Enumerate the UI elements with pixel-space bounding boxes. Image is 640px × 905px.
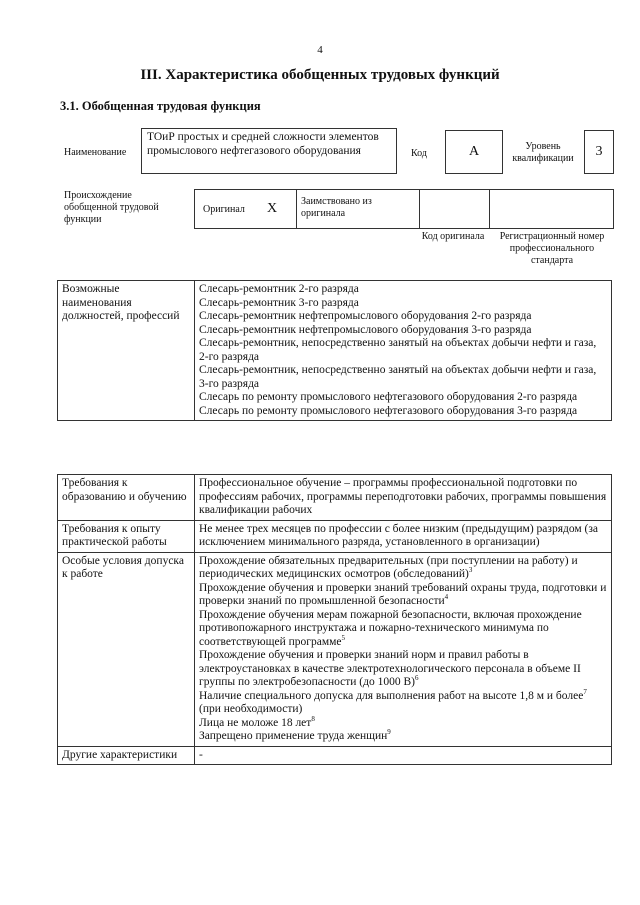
experience-label: Требования к опыту практической работы (58, 520, 195, 552)
footnote-ref: 3 (468, 566, 473, 575)
position-item: Слесарь-ремонтник нефтепромыслового оборудования 2-го разряда (199, 310, 532, 322)
footnote-ref: 7 (583, 687, 587, 696)
position-item: Слесарь-ремонтник, непосредственно занятый на объектах добычи нефти и газа, 3-го разряда (199, 364, 597, 390)
admission-list (195, 552, 612, 746)
positions-row (58, 281, 612, 421)
experience-row (58, 520, 612, 552)
positions-label: Возможные наименования должностей, профессий (58, 281, 195, 421)
position-item: Слесарь-ремонтник 2-го разряда (199, 283, 359, 295)
education-row (58, 475, 612, 521)
code-original-label: Код оригинала (421, 231, 485, 242)
other-label: Другие характеристики (58, 746, 195, 765)
requirements-table (57, 474, 612, 765)
level-value-box (584, 130, 614, 174)
reg-number-label: Регистрационный номер профессионального стандарта (499, 231, 605, 266)
name-value: ТОиР простых и средней сложности элементов промыслового нефтегазового оборудования (147, 131, 379, 157)
code-value: А (468, 144, 480, 159)
position-item: Слесарь по ремонту промыслового нефтегазового оборудования 3-го разряда (199, 404, 578, 417)
code-value-box (445, 130, 503, 174)
footnote-ref: 4 (444, 593, 449, 602)
admission-item: Запрещено применение труда женщин$^9$ (199, 728, 391, 742)
other-text: - (195, 746, 612, 765)
other-row (58, 746, 612, 765)
admission-label: Особые условия допуска к работе (58, 552, 195, 746)
footnote-ref: 6 (415, 674, 419, 683)
footnote-ref: 5 (341, 633, 345, 642)
admission-item: Прохождение обязательных предварительных (при поступлении на работу) и периодических медицинских осмотров (обследований)$^3$ (199, 554, 578, 580)
original-mark: Х (267, 201, 278, 216)
admission-row (58, 552, 612, 746)
admission-item: Наличие специального допуска для выполнения работ на высоте 1,8 м и более$^7$ (при необходимости) (199, 687, 587, 715)
level-value: 3 (595, 144, 603, 159)
name-label: Наименование (64, 147, 127, 158)
origin-label: Происхождение обобщенной трудовой функции (64, 190, 159, 225)
page-number: 4 (317, 44, 323, 56)
position-item: Слесарь-ремонтник нефтепромыслового оборудования 3-го разряда (199, 323, 532, 336)
admission-item: Прохождение обучения и проверки знаний требований охраны труда, подготовки и проверки знаний по промышленной безопасности$^4$ (199, 581, 607, 607)
positions-table (57, 280, 612, 421)
footnote-ref: 9 (387, 728, 391, 737)
borrowed-label: Заимствовано из оригинала (301, 196, 372, 219)
subsection-title: 3.1. Обобщенная трудовая функция (60, 99, 261, 113)
section-title: III. Характеристика обобщенных трудовых функций (140, 67, 500, 83)
position-item: Слесарь-ремонтник 3-го разряда (199, 296, 359, 309)
level-label: Уровень квалификации (512, 141, 574, 164)
experience-text: Не менее трех месяцев по профессии с более низким (предыдущим) разрядом (за исключением минимального разряда, установленного в организации) (195, 520, 612, 552)
admission-item: Прохождение обучения мерам пожарной безопасности, включая прохождение противопожарного инструктажа и пожарно-технического минимума по соответствующей программе$^5$ (199, 608, 582, 648)
positions-list (195, 281, 612, 421)
position-item: Слесарь-ремонтник, непосредственно занятый на объектах добычи нефти и газа, 2-го разряда (199, 337, 597, 363)
footnote-ref: 8 (311, 714, 315, 723)
original-label: Оригинал (203, 204, 245, 215)
education-text: Профессиональное обучение – программы профессиональной подготовки по профессиям рабочих, программы переподготовки рабочих, программы повышения квалификации рабочих (195, 475, 612, 521)
code-label: Код (411, 148, 427, 159)
admission-item: Лица не моложе 18 лет$^8$ (199, 714, 315, 729)
origin-box (194, 189, 614, 229)
education-label: Требования к образованию и обучению (58, 475, 195, 521)
position-item: Слесарь по ремонту промыслового нефтегазового оборудования 2-го разряда (199, 391, 578, 403)
admission-item: Прохождение обучения и проверки знаний норм и правил работы в электроустановках в качестве электротехнологического персонала в объеме II группы по электробезопасности (до 1000 В)$^6$ (199, 649, 581, 688)
name-value-box (141, 128, 397, 174)
